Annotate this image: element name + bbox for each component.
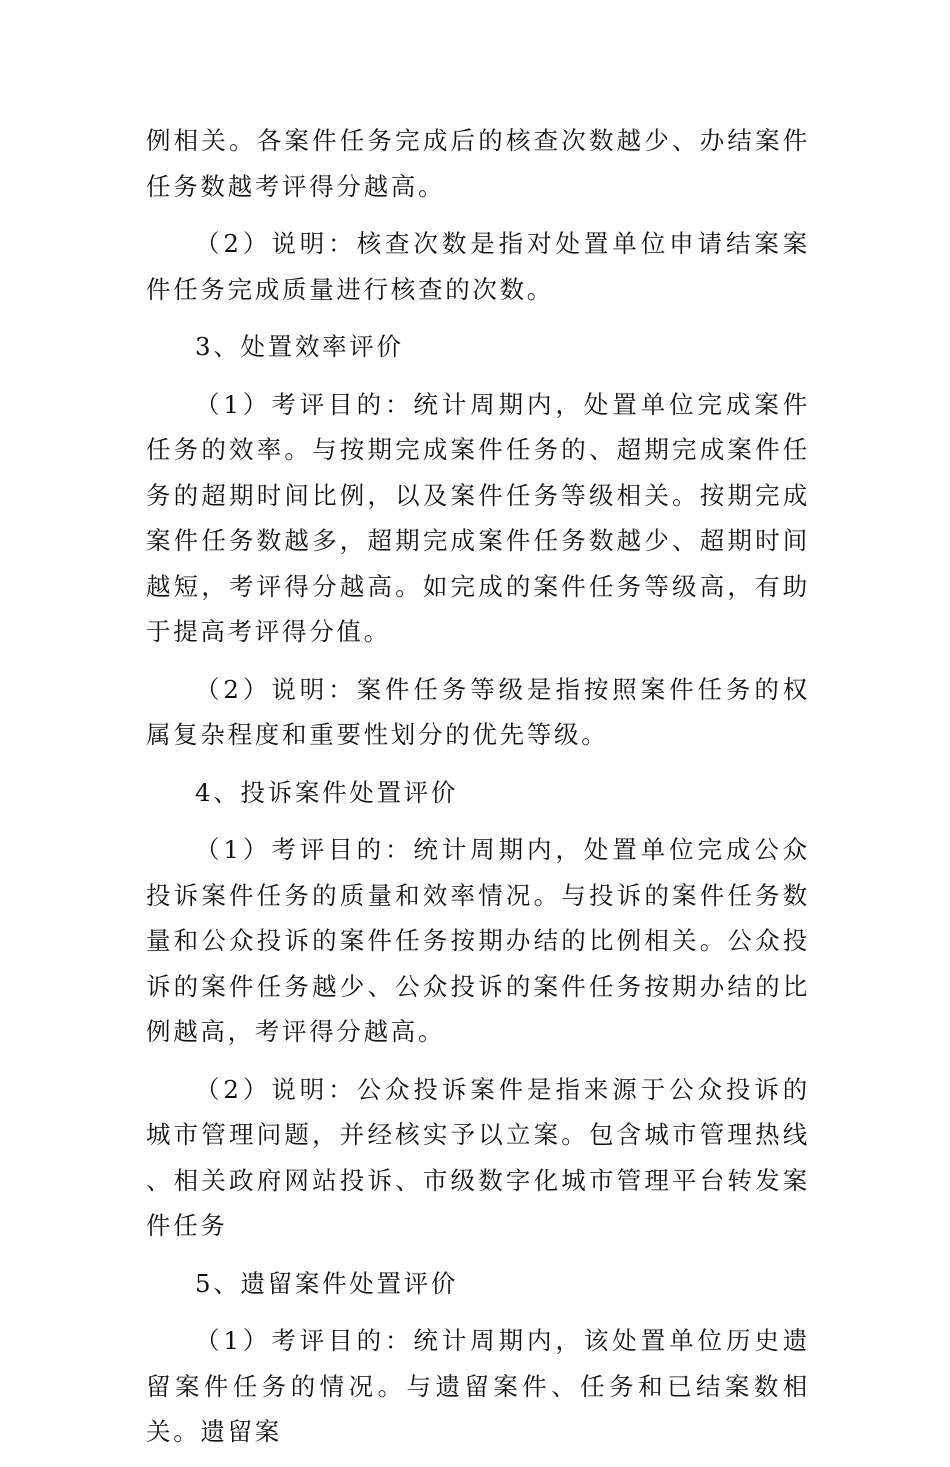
paragraph-legacy-purpose: （1）考评目的：统计周期内，该处置单位历史遗留案件任务的情况。与遗留案件、任务和已结案数相关。遗留案: [146, 1326, 810, 1446]
paragraph-continuation: 例相关。各案件任务完成后的核查次数越少、办结案件任务数越考评得分越高。: [146, 126, 810, 201]
section-heading-legacy: 5、遗留案件处置评价: [195, 1268, 459, 1298]
paragraph-efficiency-purpose: （1）考评目的：统计周期内，处置单位完成案件任务的效率。与按期完成案件任务的、超期完成案件任务的超期时间比例，以及案件任务等级相关。按期完成案件任务数越多，超期完成案件任务数越少、超期时间越短，考评得分越高。如完成的案件任务等级高，有助于提高考评得分值。: [146, 389, 810, 646]
paragraph-check-count-note: （2）说明：核查次数是指对处置单位申请结案案件任务完成质量进行核查的次数。: [146, 229, 810, 304]
paragraph-efficiency-note: （2）说明：案件任务等级是指按照案件任务的权属复杂程度和重要性划分的优先等级。: [146, 674, 810, 749]
paragraph-complaints-note: （2）说明：公众投诉案件是指来源于公众投诉的城市管理问题，并经核实予以立案。包含城市管理热线 、相关政府网站投诉、市级数字化城市管理平台转发案件任务: [146, 1074, 865, 1240]
paragraph-complaints-purpose: （1）考评目的：统计周期内，处置单位完成公众投诉案件任务的质量和效率情况。与投诉的案件任务数量和公众投诉的案件任务按期办结的比例相关。公众投诉的案件任务越少、公众投诉的案件任务按期办结的比例越高，考评得分越高。: [146, 835, 810, 1046]
section-heading-complaints: 4、投诉案件处置评价: [195, 777, 459, 807]
section-heading-efficiency: 3、处置效率评价: [195, 332, 404, 361]
document-body: [146, 118, 865, 1467]
